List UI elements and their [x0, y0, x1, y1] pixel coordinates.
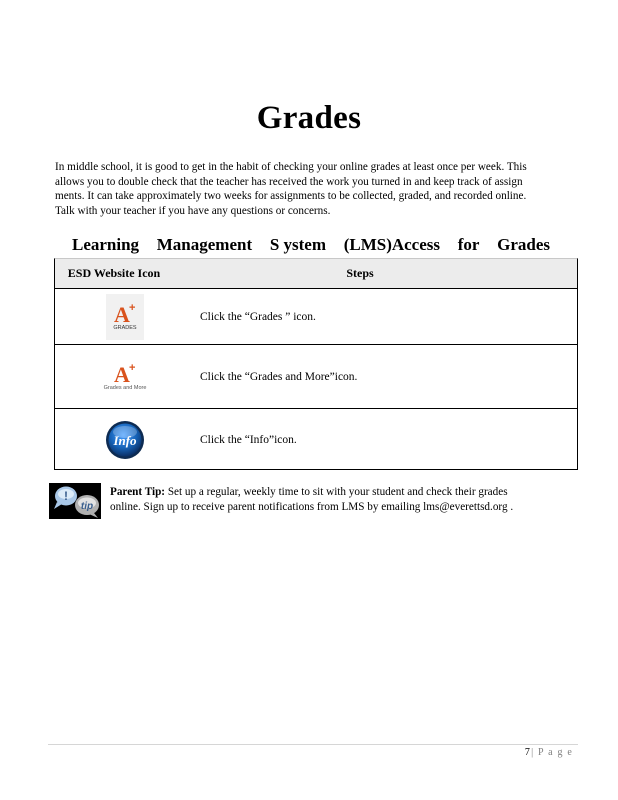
table-row	[55, 289, 577, 345]
info-icon	[105, 420, 145, 460]
svg-text:A: A	[114, 362, 130, 384]
svg-text:+: +	[129, 362, 136, 374]
table-title-word: Learning	[72, 235, 140, 254]
page-footer	[525, 747, 573, 758]
table-title-word: (LMS)Access	[343, 235, 441, 254]
icon-caption: Info	[113, 432, 137, 448]
step-text: Click the “Info”icon.	[200, 433, 297, 446]
table-header	[55, 259, 577, 289]
intro-text: In middle school, it is good to get in the habit of checking your online grades at least once per week. This allows you to double check that the teacher has received the work you turned in and keep track of assign ments. It can take approximately two weeks for assignments to be collected, graded, and recorded online. Talk with your teacher if you have any questions or concerns.	[55, 161, 527, 217]
page-title: Grades	[256, 100, 362, 136]
table-title	[72, 235, 550, 255]
parent-tip	[110, 485, 520, 514]
tip-icon	[49, 483, 101, 519]
header-steps: Steps	[346, 266, 374, 280]
lms-access-table	[54, 258, 578, 470]
grades-icon	[106, 294, 144, 340]
footer-divider	[48, 744, 578, 745]
icon-caption: GRADES	[113, 325, 137, 331]
table-title-word: Grades	[497, 235, 550, 254]
step-text: Click the “Grades ” icon.	[200, 310, 316, 323]
svg-text:tip: tip	[80, 501, 94, 512]
icon-caption: Grades and More	[103, 385, 147, 391]
tip-label: Parent Tip:	[110, 486, 166, 498]
table-title-word: S ystem	[269, 235, 327, 254]
intro-paragraph	[55, 160, 535, 218]
svg-text:A: A	[114, 302, 130, 324]
page-label: | P a g e	[531, 747, 573, 758]
svg-text:+: +	[129, 302, 136, 314]
table-row	[55, 409, 577, 470]
header-website-icon: ESD Website Icon	[67, 266, 161, 280]
table-title-word: for	[457, 235, 480, 254]
grades-and-more-icon	[104, 362, 147, 391]
svg-text:!: !	[64, 489, 68, 503]
step-text: Click the “Grades and More”icon.	[200, 370, 358, 383]
table-title-word: Management	[156, 235, 253, 254]
tip-text: Set up a regular, weekly time to sit with your student and check their grades online. Sign up to receive parent notifications from LMS by emailing lms@everettsd.org .	[110, 486, 514, 513]
page-number: 7	[524, 747, 532, 758]
table-row	[55, 345, 577, 409]
